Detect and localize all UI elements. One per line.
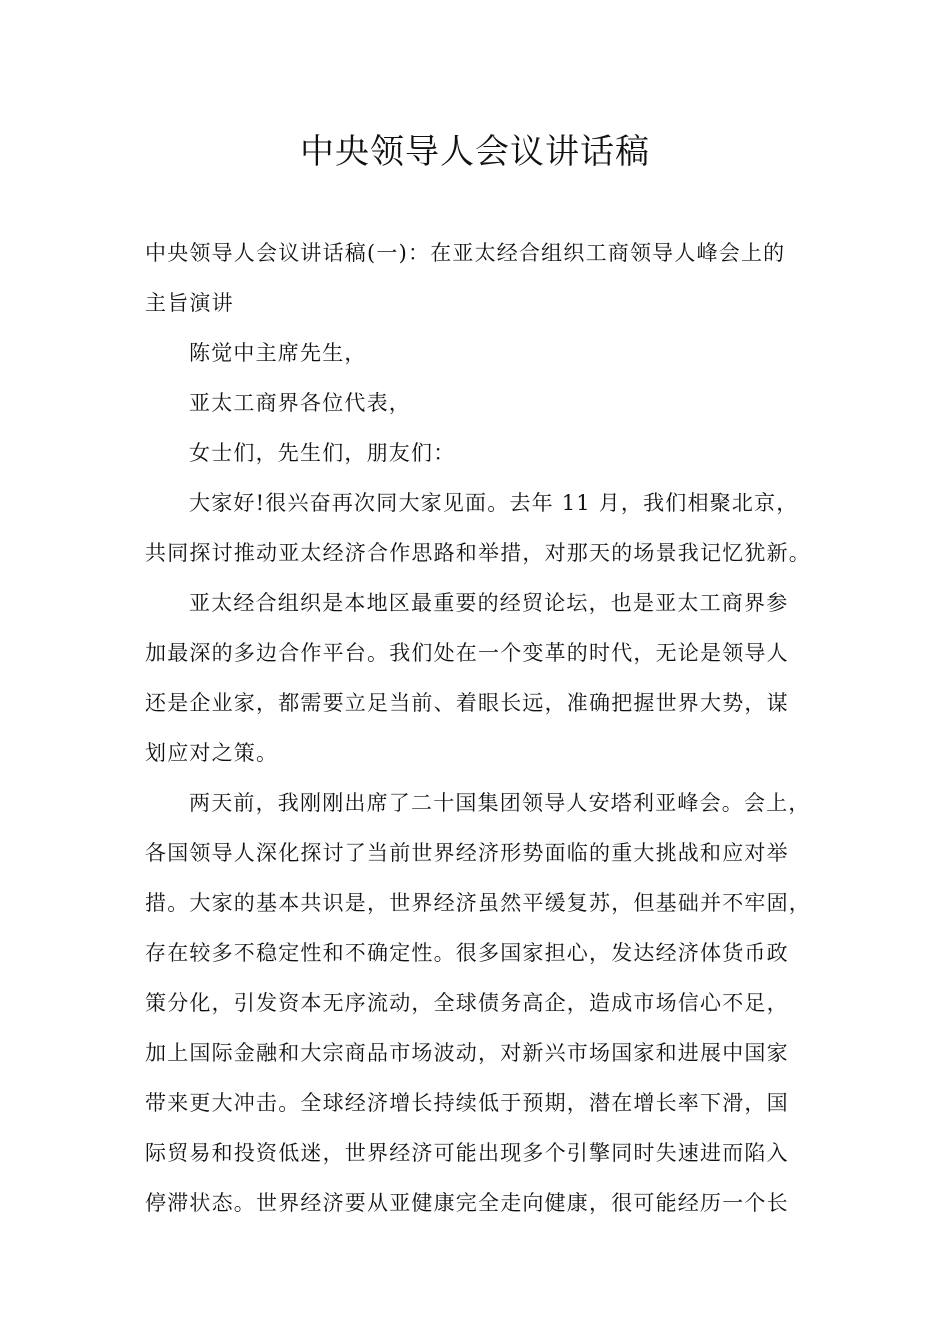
paragraph-line: 大家好!很兴奋再次同大家见面。去年 11 月，我们相聚北京， xyxy=(189,491,799,515)
document-body xyxy=(145,228,835,1228)
paragraph-line: 存在较多不稳定性和不确定性。很多国家担心，发达经济体货币政 xyxy=(145,941,789,965)
paragraph-line: 际贸易和投资低迷，世界经济可能出现多个引擎同时失速进而陷入 xyxy=(145,1141,789,1165)
salutation-line: 亚太工商界各位代表， xyxy=(189,391,411,415)
paragraph-line: 带来更大冲击。全球经济增长持续低于预期，潜在增长率下滑，国 xyxy=(145,1091,789,1115)
paragraph-line: 措。大家的基本共识是，世界经济虽然平缓复苏，但基础并不牢固， xyxy=(145,891,811,915)
text-line: 中央领导人会议讲话稿(一)：在亚太经合组织工商领导人峰会上的 xyxy=(145,241,786,265)
paragraph-line: 各国领导人深化探讨了当前世界经济形势面临的重大挑战和应对举 xyxy=(145,841,789,865)
document-title: 中央领导人会议讲话稿 xyxy=(300,132,650,172)
paragraph-line: 加上国际金融和大宗商品市场波动，对新兴市场国家和进展中国家 xyxy=(145,1041,789,1065)
paragraph-line: 停滞状态。世界经济要从亚健康完全走向健康，很可能经历一个长 xyxy=(145,1191,789,1215)
text-line: 主旨演讲 xyxy=(145,291,234,315)
paragraph-line: 划应对之策。 xyxy=(145,741,279,765)
paragraph-line: 策分化，引发资本无序流动，全球债务高企，造成市场信心不足， xyxy=(145,991,789,1015)
paragraph-line: 还是企业家，都需要立足当前、着眼长远，准确把握世界大势，谋 xyxy=(145,691,789,715)
paragraph-line: 加最深的多边合作平台。我们处在一个变革的时代，无论是领导人 xyxy=(145,641,789,665)
salutation-line: 女士们，先生们，朋友们： xyxy=(189,441,456,465)
paragraph-line: 共同探讨推动亚太经济合作思路和举措，对那天的场景我记忆犹新。 xyxy=(145,541,811,565)
salutation-line: 陈觉中主席先生， xyxy=(189,341,367,365)
paragraph-line: 亚太经合组织是本地区最重要的经贸论坛，也是亚太工商界参 xyxy=(189,591,789,615)
paragraph-line: 两天前，我刚刚出席了二十国集团领导人安塔利亚峰会。会上， xyxy=(189,791,811,815)
